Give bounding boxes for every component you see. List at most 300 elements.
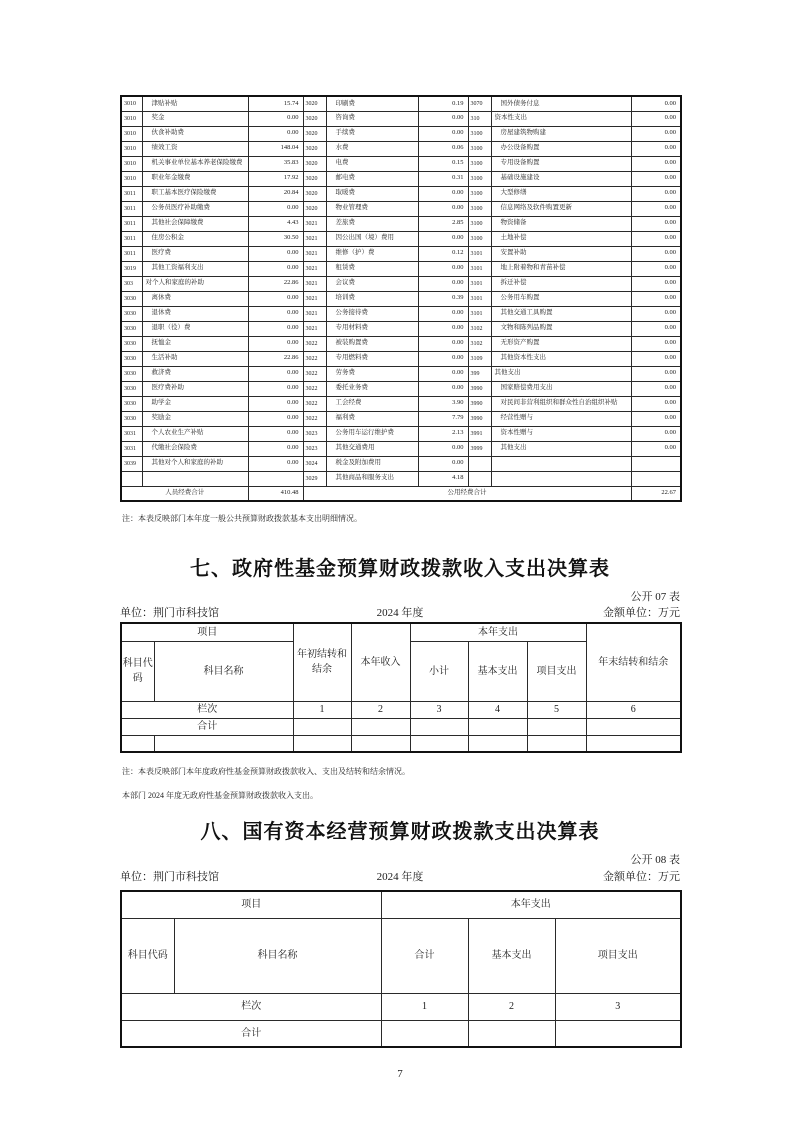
t7-header-code: 科目代码: [121, 641, 154, 701]
subject-name: 国外债务付息: [491, 96, 631, 111]
amount-value: 15.74: [248, 96, 303, 111]
subject-code: 3022: [303, 336, 326, 351]
subject-name: 福利费: [326, 411, 418, 426]
subject-name: 离休费: [142, 291, 248, 306]
amount-value: 0.00: [248, 411, 303, 426]
amount-value: 2.85: [418, 216, 468, 231]
section7-no-data-note: 本部门 2024 年度无政府性基金预算财政拨款收入支出。: [122, 791, 318, 800]
amount-value: 148.04: [248, 141, 303, 156]
subject-code: 3101: [468, 306, 491, 321]
t7-total-row: [121, 718, 681, 735]
subject-name: 其他支出: [491, 441, 631, 456]
subject-code: 3021: [303, 261, 326, 276]
subject-name: 代缴社会保险费: [142, 441, 248, 456]
subject-code: 399: [468, 366, 491, 381]
t8-header-code: 科目代码: [121, 918, 174, 993]
amount-value: [631, 471, 681, 486]
subject-code: 3100: [468, 216, 491, 231]
subject-name: 退休费: [142, 306, 248, 321]
subject-name: 职业年金缴费: [142, 171, 248, 186]
amount-value: 20.84: [248, 186, 303, 201]
subject-code: [468, 471, 491, 486]
subject-code: 3101: [468, 291, 491, 306]
t8-col-1: 1: [381, 993, 468, 1020]
subject-code: 3021: [303, 306, 326, 321]
public-total-value: 22.67: [631, 486, 681, 501]
subject-code: 3101: [468, 276, 491, 291]
subject-name: 其他商品和服务支出: [326, 471, 418, 486]
subject-code: 3010: [121, 96, 142, 111]
subject-name: 土地补偿: [491, 231, 631, 246]
section7-unit: 单位：荆门市科技馆: [120, 607, 219, 619]
amount-value: 0.00: [631, 441, 681, 456]
subject-name: 物资储备: [491, 216, 631, 231]
subject-code: 3020: [303, 141, 326, 156]
state-capital-budget-table: [120, 890, 682, 1048]
amount-value: 0.00: [248, 366, 303, 381]
subject-name: 其他工资福利支出: [142, 261, 248, 276]
subject-code: 3990: [468, 381, 491, 396]
amount-value: 0.00: [631, 381, 681, 396]
t7-colindex-label: 栏次: [121, 701, 293, 718]
amount-value: 0.00: [631, 186, 681, 201]
subject-name: 其他交通费用: [326, 441, 418, 456]
subject-name: 专用燃料费: [326, 351, 418, 366]
amount-value: 22.86: [248, 276, 303, 291]
amount-value: 0.00: [631, 201, 681, 216]
t8-colindex-label: 栏次: [121, 993, 381, 1020]
amount-value: 0.00: [631, 276, 681, 291]
subject-name: 伙食补助费: [142, 126, 248, 141]
section8-amount-unit: 金额单位：万元: [603, 871, 680, 883]
table-row: [121, 351, 681, 366]
t8-total-label: 合计: [121, 1020, 381, 1047]
subject-code: 3024: [303, 456, 326, 471]
subject-name: 资本性支出: [491, 111, 631, 126]
amount-value: 0.00: [631, 231, 681, 246]
table-row: [121, 111, 681, 126]
amount-value: 4.43: [248, 216, 303, 231]
table-row: [121, 156, 681, 171]
section7-amount-unit: 金额单位：万元: [603, 607, 680, 619]
subject-code: 3011: [121, 186, 142, 201]
subject-name: 无形资产购置: [491, 336, 631, 351]
subject-name: 工会经费: [326, 396, 418, 411]
subject-code: 3031: [121, 441, 142, 456]
subject-code: 3100: [468, 141, 491, 156]
subject-code: 310: [468, 111, 491, 126]
amount-value: 0.00: [631, 126, 681, 141]
amount-value: 0.00: [631, 291, 681, 306]
table-row: [121, 321, 681, 336]
table-row: [121, 291, 681, 306]
t8-header-project-exp: 项目支出: [555, 918, 681, 993]
amount-value: 0.00: [248, 246, 303, 261]
t7-header-basic: 基本支出: [468, 641, 527, 701]
subject-code: 3022: [303, 396, 326, 411]
amount-value: 0.00: [631, 261, 681, 276]
section7-year: 2024 年度: [376, 607, 424, 619]
subject-code: 3030: [121, 291, 142, 306]
subject-code: 3030: [121, 411, 142, 426]
subject-code: 3070: [468, 96, 491, 111]
subject-name: 其他资本性支出: [491, 351, 631, 366]
amount-value: 0.39: [418, 291, 468, 306]
subject-code: 3023: [303, 441, 326, 456]
amount-value: 0.00: [248, 441, 303, 456]
section7-note: 注：本表反映部门本年度政府性基金预算财政拨款收入、支出及结转和结余情况。: [122, 767, 410, 776]
table-row: [121, 306, 681, 321]
subject-name: 资本性赠与: [491, 426, 631, 441]
amount-value: 0.00: [418, 201, 468, 216]
subject-name: 因公出国（境）费用: [326, 231, 418, 246]
amount-value: 0.00: [248, 201, 303, 216]
subject-name: 职工基本医疗保险缴费: [142, 186, 248, 201]
subject-code: 3020: [303, 156, 326, 171]
table-row: [121, 126, 681, 141]
subject-name: 奖金: [142, 111, 248, 126]
amount-value: 0.00: [631, 156, 681, 171]
t7-col-5: 5: [527, 701, 586, 718]
t8-header-year-expense: 本年支出: [381, 891, 681, 918]
table-row: [121, 381, 681, 396]
section8-table-number: 公开 08 表: [630, 854, 680, 866]
amount-value: 0.00: [418, 366, 468, 381]
amount-value: 0.15: [418, 156, 468, 171]
amount-value: 0.00: [418, 441, 468, 456]
table-row: [121, 411, 681, 426]
subject-name: 抚恤金: [142, 336, 248, 351]
t7-empty-row: [121, 735, 681, 752]
amount-value: 0.00: [248, 111, 303, 126]
table-row: [121, 186, 681, 201]
t7-header-year-expense: 本年支出: [410, 623, 586, 641]
table-row: [121, 366, 681, 381]
amount-value: 0.00: [631, 426, 681, 441]
subject-name: 水费: [326, 141, 418, 156]
table1-note: 注：本表反映部门本年度一般公共预算财政拨款基本支出明细情况。: [122, 514, 362, 523]
t7-header-begin-balance: 年初结转和结余: [293, 623, 351, 701]
amount-value: 35.83: [248, 156, 303, 171]
subject-code: 3010: [121, 171, 142, 186]
t7-header-end-balance: 年末结转和结余: [586, 623, 681, 701]
subject-name: 绩效工资: [142, 141, 248, 156]
subject-code: 3990: [468, 411, 491, 426]
subject-name: 大型修缮: [491, 186, 631, 201]
subject-name: 医疗费补助: [142, 381, 248, 396]
amount-value: 0.00: [248, 456, 303, 471]
personnel-total-label: 人员经费合计: [121, 486, 248, 501]
basic-expense-rows: [121, 96, 681, 486]
table-row: [121, 471, 681, 486]
amount-value: 0.00: [418, 261, 468, 276]
amount-value: 0.00: [631, 141, 681, 156]
subject-name: 住房公积金: [142, 231, 248, 246]
amount-value: 0.00: [631, 366, 681, 381]
amount-value: 30.50: [248, 231, 303, 246]
amount-value: 0.00: [631, 111, 681, 126]
subject-name: 安置补助: [491, 246, 631, 261]
amount-value: 0.00: [631, 216, 681, 231]
subject-code: 3999: [468, 441, 491, 456]
t8-header-project: 项目: [121, 891, 381, 918]
subject-code: 3100: [468, 231, 491, 246]
subject-name: 取暖费: [326, 186, 418, 201]
amount-value: 0.00: [418, 456, 468, 471]
subject-code: 3023: [303, 426, 326, 441]
subject-code: 3010: [121, 126, 142, 141]
subject-name: 委托业务费: [326, 381, 418, 396]
table-row: [121, 201, 681, 216]
t8-column-index-row: [121, 993, 681, 1020]
t7-header-subtotal: 小计: [410, 641, 468, 701]
subject-name: 维修（护）费: [326, 246, 418, 261]
subject-code: 3030: [121, 321, 142, 336]
subject-name: [142, 471, 248, 486]
subject-name: 生活补助: [142, 351, 248, 366]
subject-code: 3021: [303, 321, 326, 336]
subject-name: 奖励金: [142, 411, 248, 426]
t7-col-6: 6: [586, 701, 681, 718]
public-total-label: 公用经费合计: [303, 486, 631, 501]
amount-value: 0.00: [631, 246, 681, 261]
subject-code: 3010: [121, 141, 142, 156]
subject-code: 3020: [303, 111, 326, 126]
subject-code: 3030: [121, 336, 142, 351]
table-row: [121, 141, 681, 156]
subject-code: 3991: [468, 426, 491, 441]
subject-name: 差旅费: [326, 216, 418, 231]
subject-code: 3021: [303, 246, 326, 261]
subject-code: 3021: [303, 216, 326, 231]
table-row: [121, 171, 681, 186]
subject-name: 文物和陈列品购置: [491, 321, 631, 336]
t8-col-3: 3: [555, 993, 681, 1020]
amount-value: 0.00: [631, 336, 681, 351]
section8-meta: [120, 868, 680, 882]
amount-value: 0.00: [418, 381, 468, 396]
subject-name: 拆迁补偿: [491, 276, 631, 291]
subject-code: 3990: [468, 396, 491, 411]
t8-col-2: 2: [468, 993, 555, 1020]
amount-value: 0.00: [248, 306, 303, 321]
amount-value: 0.00: [631, 96, 681, 111]
subject-name: 公务用车运行维护费: [326, 426, 418, 441]
amount-value: 0.00: [631, 411, 681, 426]
table-row: [121, 261, 681, 276]
amount-value: 0.00: [418, 306, 468, 321]
t8-total-row: [121, 1020, 681, 1047]
amount-value: 0.00: [631, 396, 681, 411]
subject-name: 公务接待费: [326, 306, 418, 321]
amount-value: 2.13: [418, 426, 468, 441]
table-row: [121, 396, 681, 411]
amount-value: 4.18: [418, 471, 468, 486]
subject-code: 3102: [468, 336, 491, 351]
subject-code: 3039: [121, 456, 142, 471]
subject-name: 手续费: [326, 126, 418, 141]
t7-header-project: 项目: [121, 623, 293, 641]
section7-table-number: 公开 07 表: [630, 591, 680, 603]
subject-name: 劳务费: [326, 366, 418, 381]
subject-code: 3022: [303, 411, 326, 426]
subject-name: 印刷费: [326, 96, 418, 111]
subject-name: 公务用车购置: [491, 291, 631, 306]
subject-name: 公务员医疗补助缴费: [142, 201, 248, 216]
subject-code: 3021: [303, 276, 326, 291]
subject-code: 3029: [303, 471, 326, 486]
subject-code: 3021: [303, 291, 326, 306]
amount-value: 0.06: [418, 141, 468, 156]
amount-value: 0.00: [248, 126, 303, 141]
subject-code: 3021: [303, 231, 326, 246]
table-row: [121, 276, 681, 291]
subject-code: [468, 456, 491, 471]
subject-code: 3030: [121, 396, 142, 411]
amount-value: 0.00: [248, 261, 303, 276]
subject-name: 地上附着物和青苗补偿: [491, 261, 631, 276]
subject-code: 3101: [468, 261, 491, 276]
amount-value: 0.00: [248, 426, 303, 441]
subject-name: 经营性赠与: [491, 411, 631, 426]
subject-code: 3030: [121, 306, 142, 321]
subject-name: [491, 471, 631, 486]
subject-code: 3101: [468, 246, 491, 261]
amount-value: [631, 456, 681, 471]
table-row: [121, 336, 681, 351]
amount-value: 22.86: [248, 351, 303, 366]
subject-name: 邮电费: [326, 171, 418, 186]
subject-code: [121, 471, 142, 486]
totals-row: [121, 486, 681, 501]
subject-code: 3010: [121, 111, 142, 126]
subject-name: 物业管理费: [326, 201, 418, 216]
table-row: [121, 96, 681, 111]
subject-name: 信息网络及软件购置更新: [491, 201, 631, 216]
subject-code: 3100: [468, 201, 491, 216]
subject-code: 3011: [121, 216, 142, 231]
subject-code: 3100: [468, 126, 491, 141]
subject-name: 咨询费: [326, 111, 418, 126]
subject-code: 3031: [121, 426, 142, 441]
subject-code: 3102: [468, 321, 491, 336]
subject-name: 会议费: [326, 276, 418, 291]
amount-value: 0.00: [418, 126, 468, 141]
t7-col-1: 1: [293, 701, 351, 718]
subject-name: 退职（役）费: [142, 321, 248, 336]
section8-unit: 单位：荆门市科技馆: [120, 871, 219, 883]
table-row: [121, 216, 681, 231]
subject-name: 救济费: [142, 366, 248, 381]
basic-expense-detail-table: [120, 95, 682, 502]
amount-value: 0.00: [248, 381, 303, 396]
subject-name: 对民间非营利组织和群众性自治组织补贴: [491, 396, 631, 411]
subject-code: 3020: [303, 171, 326, 186]
subject-code: 3030: [121, 381, 142, 396]
subject-code: 3011: [121, 231, 142, 246]
section7-meta: [120, 604, 680, 618]
subject-code: 3020: [303, 201, 326, 216]
table-row: [121, 441, 681, 456]
subject-name: 助学金: [142, 396, 248, 411]
section7-title: 七、政府性基金预算财政拨款收入支出决算表: [190, 558, 610, 580]
subject-name: 专用材料费: [326, 321, 418, 336]
subject-name: 其他支出: [491, 366, 631, 381]
amount-value: 0.00: [248, 336, 303, 351]
subject-name: 被装购置费: [326, 336, 418, 351]
amount-value: 0.31: [418, 171, 468, 186]
subject-name: 津贴补贴: [142, 96, 248, 111]
subject-name: 培训费: [326, 291, 418, 306]
amount-value: 0.00: [248, 396, 303, 411]
amount-value: 0.00: [418, 186, 468, 201]
amount-value: 0.00: [631, 351, 681, 366]
subject-code: 3100: [468, 156, 491, 171]
subject-code: 3100: [468, 171, 491, 186]
personnel-total-value: 410.48: [248, 486, 303, 501]
page-number: 7: [397, 1068, 403, 1080]
subject-code: 3011: [121, 246, 142, 261]
subject-code: 3100: [468, 186, 491, 201]
subject-code: 3022: [303, 381, 326, 396]
subject-code: 3030: [121, 351, 142, 366]
subject-name: 个人农业生产补贴: [142, 426, 248, 441]
t7-column-index-row: [121, 701, 681, 718]
subject-name: 基础设施建设: [491, 171, 631, 186]
t7-header-name: 科目名称: [154, 641, 293, 701]
t7-col-2: 2: [351, 701, 410, 718]
amount-value: 0.00: [248, 321, 303, 336]
subject-code: 3020: [303, 126, 326, 141]
subject-name: 国家赔偿费用支出: [491, 381, 631, 396]
amount-value: 17.92: [248, 171, 303, 186]
t7-total-label: 合计: [121, 718, 293, 735]
subject-code: 3030: [121, 366, 142, 381]
subject-code: 3020: [303, 186, 326, 201]
amount-value: 0.00: [631, 306, 681, 321]
subject-code: 3022: [303, 351, 326, 366]
subject-name: 对个人和家庭的补助: [142, 276, 248, 291]
table-row: [121, 426, 681, 441]
t8-header-name: 科目名称: [174, 918, 381, 993]
amount-value: 0.00: [631, 171, 681, 186]
subject-code: 3109: [468, 351, 491, 366]
t8-header-basic: 基本支出: [468, 918, 555, 993]
subject-name: 专用设备购置: [491, 156, 631, 171]
subject-name: 其他社会保障缴费: [142, 216, 248, 231]
subject-name: 其他对个人和家庭的补助: [142, 456, 248, 471]
table-row: [121, 231, 681, 246]
subject-name: 租赁费: [326, 261, 418, 276]
subject-name: 税金及附加费用: [326, 456, 418, 471]
subject-code: 3010: [121, 156, 142, 171]
subject-name: [491, 456, 631, 471]
subject-code: 3022: [303, 366, 326, 381]
section8-year: 2024 年度: [376, 871, 424, 883]
subject-name: 房屋建筑物购建: [491, 126, 631, 141]
t7-col-3: 3: [410, 701, 468, 718]
amount-value: 0.19: [418, 96, 468, 111]
gov-fund-budget-table: [120, 622, 682, 753]
subject-code: 3019: [121, 261, 142, 276]
subject-code: 303: [121, 276, 142, 291]
subject-code: 3011: [121, 201, 142, 216]
amount-value: 0.00: [248, 291, 303, 306]
amount-value: 0.12: [418, 246, 468, 261]
amount-value: 0.00: [418, 351, 468, 366]
table-row: [121, 456, 681, 471]
amount-value: 0.00: [418, 321, 468, 336]
